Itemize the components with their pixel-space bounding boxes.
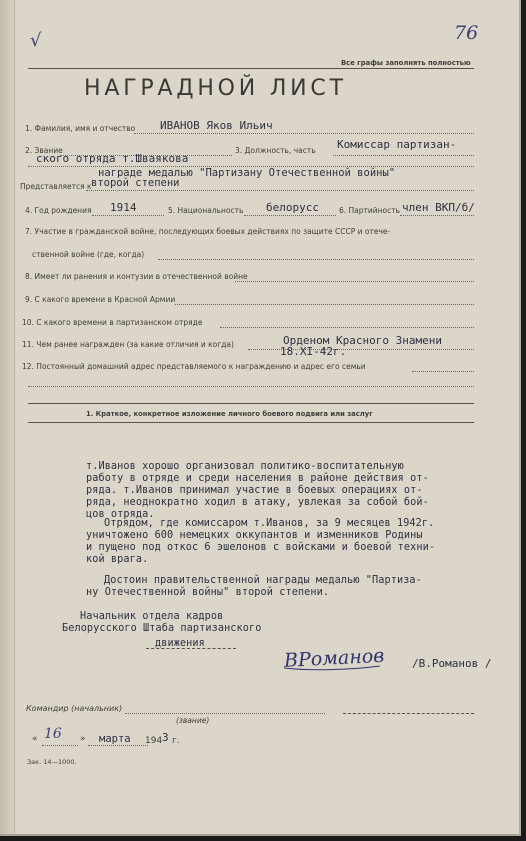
field-4-value: 1914 xyxy=(110,201,137,214)
field-3-value-1: Комиссар партизан- xyxy=(337,138,457,151)
field-6-label: 6. Партийность xyxy=(339,206,401,215)
field-9-line xyxy=(175,304,474,305)
field-11-value-1: Орденом Красного Знамени xyxy=(283,334,442,347)
page-number: 76 xyxy=(454,22,479,44)
represented-line xyxy=(86,190,474,191)
field-12-line-2 xyxy=(28,386,474,387)
date-year-suffix: 3 xyxy=(162,731,169,744)
field-12-line-1 xyxy=(412,371,474,372)
field-4-line xyxy=(92,215,164,216)
field-10-label: 10. С какого времени в партизанском отряде xyxy=(22,318,203,327)
signatory-underline xyxy=(146,648,236,649)
narrative-line: и пущено под откос 6 эшелонов с войсками и боевой техни- xyxy=(86,542,436,553)
signature-line xyxy=(343,713,474,714)
signatory-name: /В.Романов / xyxy=(412,657,492,670)
narrative-line: ну Отечественной войны" второй степени. xyxy=(86,587,330,598)
date-year-unit: г. xyxy=(172,736,180,746)
represented-value-1: награде медалью "Партизану Отечественной войны" xyxy=(98,167,396,179)
narrative-line: ряда. т.Иванов принимал участие в боевых операциях от- xyxy=(86,485,423,496)
field-7-line xyxy=(158,259,474,260)
date-month: марта xyxy=(99,733,131,745)
header-rule xyxy=(28,68,474,69)
field-1-value: ИВАНОВ Яков Ильич xyxy=(160,119,273,132)
section-heading: 1. Краткое, конкретное изложение личного боевого подвига или заслуг xyxy=(86,410,373,418)
field-5-label: 5. Национальность xyxy=(168,206,244,215)
field-5-line xyxy=(244,215,336,216)
date-year-prefix: 194 xyxy=(145,736,163,746)
field-3-label: 3. Должность, часть xyxy=(235,146,316,155)
field-1-label: 1. Фамилия, имя и отчество xyxy=(25,124,136,133)
field-7-label-1: 7. Участие в гражданской войне, последующих боевых действиях по защите СССР и отече- xyxy=(25,227,391,236)
rank-label: (звание) xyxy=(176,716,210,725)
field-6-value: член ВКП/б/ xyxy=(402,201,475,214)
section-rule-bottom xyxy=(28,422,474,423)
print-order: Зак. 14—1000. xyxy=(27,758,77,766)
commander-label: Командир (начальник) xyxy=(26,704,123,713)
date-day-line xyxy=(42,745,78,746)
field-11-value-2: 18.XI-42г. xyxy=(280,345,347,358)
field-10-line xyxy=(220,327,474,328)
field-8-line xyxy=(235,281,474,282)
narrative-line: ряда, неоднократно ходил в атаку, увлекая за собой бой- xyxy=(86,497,429,508)
signatory-title-2: Белорусского Штаба партизанского xyxy=(62,623,262,634)
signatory-title-3: движения xyxy=(155,638,205,649)
narrative-line: кой врага. xyxy=(86,554,149,565)
page-fold xyxy=(0,0,15,834)
date-quote-open: « xyxy=(32,734,38,744)
represented-label: Представляется к xyxy=(20,182,92,191)
represented-value-2: второй степени xyxy=(91,177,180,189)
field-5-value: белорусс xyxy=(266,201,319,214)
narrative-line: Достоин правительственной награды медалью "Партиза- xyxy=(104,575,422,586)
page-title: НАГРАДНОЙ ЛИСТ xyxy=(84,76,347,101)
field-1-line xyxy=(134,133,474,134)
field-6-line xyxy=(400,215,474,216)
field-4-label: 4. Год рождения xyxy=(25,206,92,215)
svg-text:ВРоманов: ВРоманов xyxy=(283,644,385,672)
margin-check-mark: √ xyxy=(30,30,42,51)
narrative-line: работу в отряде и среди населения в районе действия от- xyxy=(86,473,429,484)
handwritten-signature xyxy=(280,640,410,676)
narrative-line: Отрядом, где комиссаром т.Иванов, за 9 месяцев 1942г. xyxy=(104,518,435,529)
field-11-label: 11. Чем ранее награжден (за какие отличия и когда) xyxy=(22,340,234,349)
field-8-label: 8. Имеет ли ранения и контузии в отечественной войне xyxy=(25,272,248,281)
field-3-line xyxy=(333,155,474,156)
date-month-line xyxy=(88,745,148,746)
signatory-title-1: Начальник отдела кадров xyxy=(80,611,224,622)
narrative-line: цов отряда. xyxy=(86,509,155,520)
fill-note: Все графы заполнять полностью xyxy=(341,59,471,67)
narrative-line: уничтожено 600 немецких оккупантов и изменников Родины xyxy=(86,530,423,541)
field-12-label: 12. Постоянный домашний адрес представляемого к награждению и адрес его семьи xyxy=(22,362,366,371)
date-day: 16 xyxy=(44,726,62,742)
date-quote-close: » xyxy=(80,734,86,744)
narrative-line: т.Иванов хорошо организовал политико-воспитательную xyxy=(86,461,404,472)
field-7-label-2: ственной войне (где, когда) xyxy=(32,250,145,259)
commander-line xyxy=(125,713,325,714)
field-9-label: 9. С какого времени в Красной Армии xyxy=(25,295,176,304)
field-2-label: 2. Звание xyxy=(25,146,63,155)
section-rule-top xyxy=(28,403,474,404)
field-3-value-2: ского отряда т.Шваякова xyxy=(36,152,189,165)
